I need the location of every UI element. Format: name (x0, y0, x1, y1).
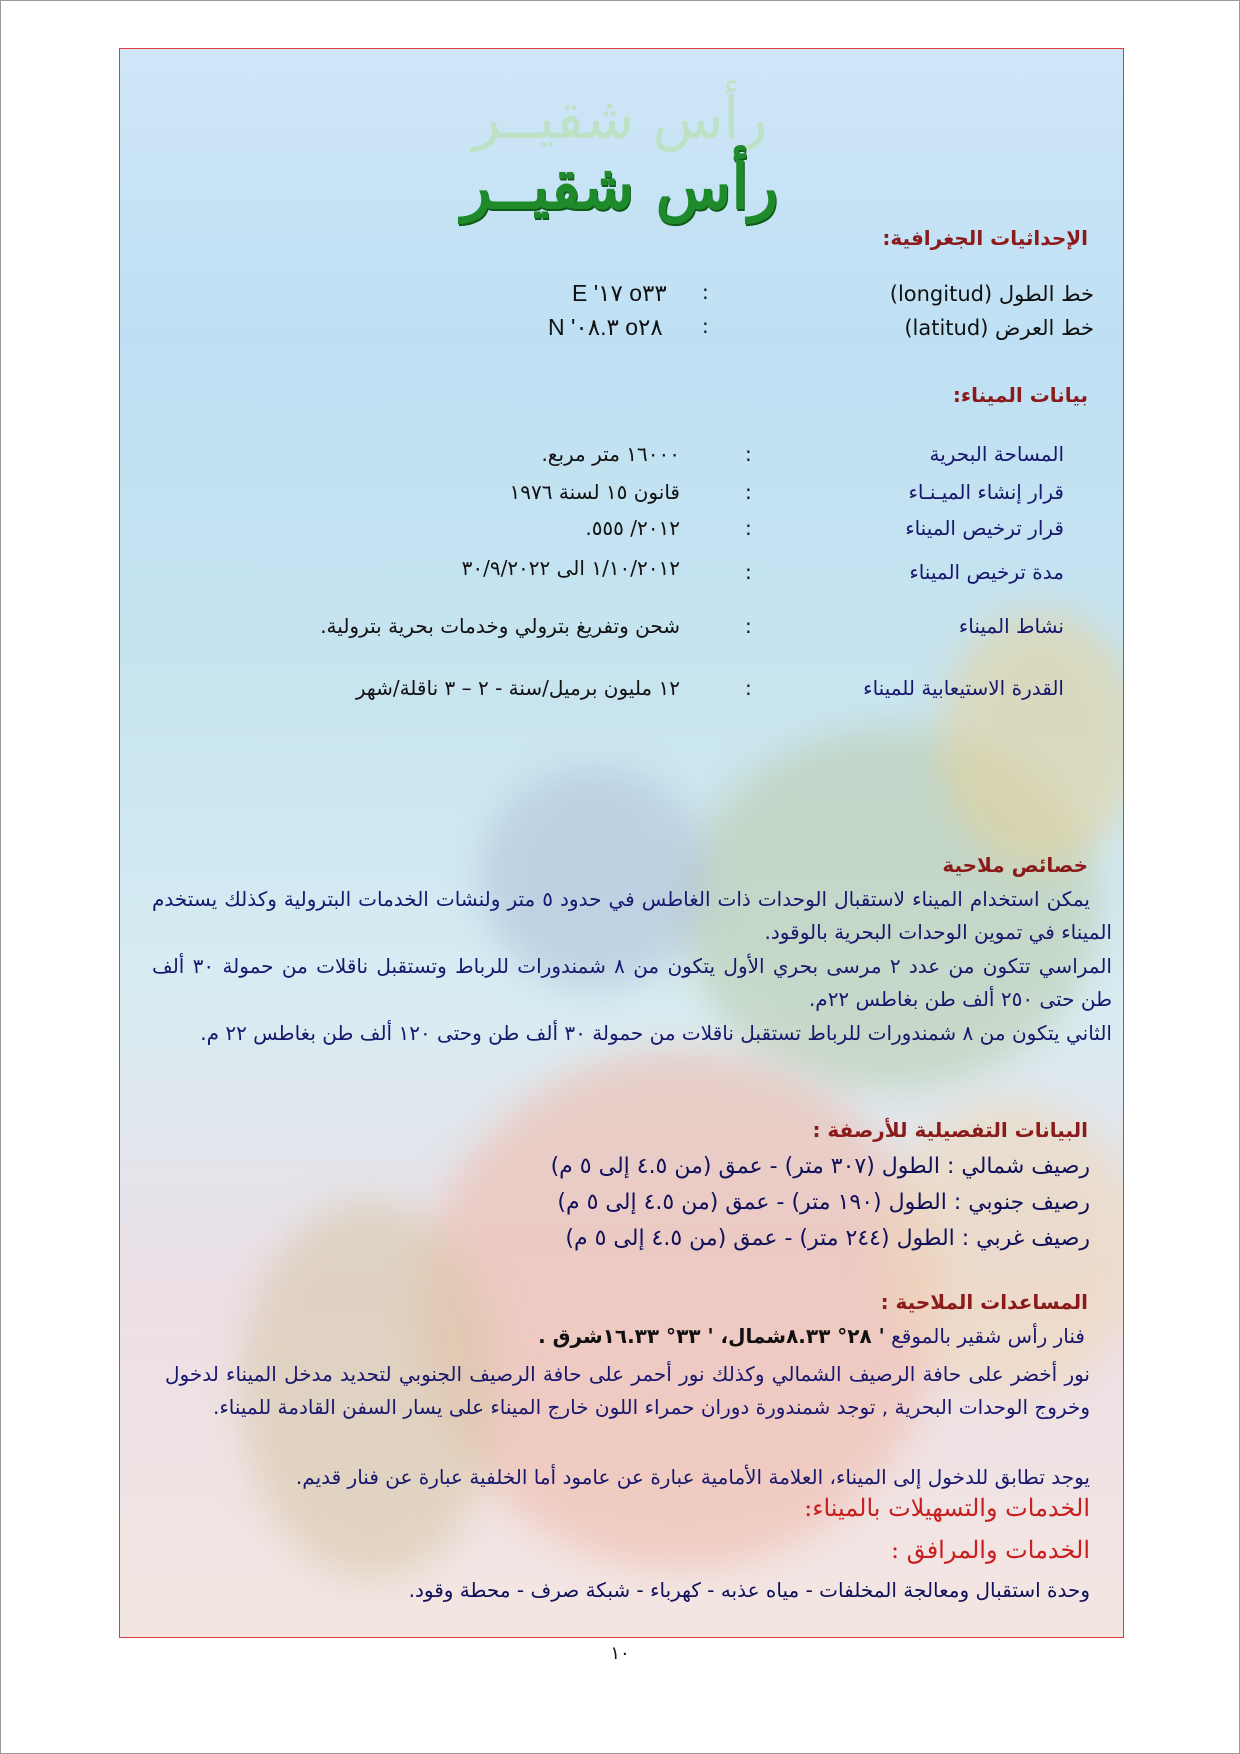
license-duration-label: مدة ترخيص الميناء (909, 560, 1064, 584)
lighthouse-text: فنار رأس شقير بالموقع (884, 1324, 1085, 1348)
berth-north: رصيف شمالي : الطول (٣٠٧ متر) - عمق (من ٤.٥ إلى ٥ م) (550, 1154, 1090, 1179)
latitude-label: خط العرض (latitud) (904, 316, 1094, 340)
longitude-colon: : (702, 280, 709, 304)
port-license-colon: : (745, 516, 752, 540)
facilities-heading: الخدمات والمرافق : (890, 1536, 1090, 1564)
port-data-heading: بيانات الميناء: (952, 383, 1088, 407)
port-establishment-value: قانون ١٥ لسنة ١٩٧٦ (509, 480, 680, 504)
port-activity-value: شحن وتفريغ بترولي وخدمات بحرية بترولية. (320, 614, 680, 638)
facilities-text: وحدة استقبال ومعالجة المخلفات - مياه عذبه - كهرباء - شبكة صرف - محطة وقود. (408, 1578, 1090, 1602)
page-title: رأس شقيــر (461, 150, 779, 223)
aids-paragraph-2: نور أخضر على حافة الرصيف الشمالي وكذلك نور أحمر على حافة الرصيف الجنوبي لتحديد مدخل الميناء لدخول وخروج الوحدات البحرية , توجد شمندورة دوران حمراء اللون خارج الميناء على يسار السفن القادمة للميناء. (165, 1362, 1090, 1419)
latitude-colon: : (702, 314, 709, 338)
page-number: ١٠ (610, 1643, 630, 1664)
coordinates-heading: الإحداثيات الجغرافية: (882, 226, 1088, 250)
port-activity-label: نشاط الميناء (958, 614, 1064, 638)
port-area-colon: : (745, 442, 752, 466)
port-establishment-label: قرار إنشاء الميـنـاء (908, 480, 1064, 504)
nautical-heading: خصائص ملاحية (942, 853, 1088, 877)
aids-heading: المساعدات الملاحية : (880, 1290, 1088, 1314)
berth-south: رصيف جنوبي : الطول (١٩٠ متر) - عمق (من ٤.٥ إلى ٥ م) (557, 1190, 1090, 1215)
port-establishment-colon: : (745, 480, 752, 504)
license-duration-colon: : (745, 560, 752, 584)
longitude-value: E '١٧ o٣٣ (572, 280, 667, 306)
title-shadow: رأس شقيــر (472, 84, 768, 152)
port-capacity-label: القدرة الاستيعابية للميناء (863, 676, 1064, 700)
berths-heading: البيانات التفصيلية للأرصفة : (812, 1118, 1088, 1142)
longitude-label: خط الطول (longitud) (889, 282, 1094, 306)
license-duration-value: ١/١٠/٢٠١٢ الى ٣٠/٩/٢٠٢٢ (461, 556, 680, 580)
latitude-value: N '٠٨.٣ o٢٨ (548, 314, 663, 340)
background-fish-yellow (940, 609, 1124, 869)
port-activity-colon: : (745, 614, 752, 638)
lighthouse-line (538, 1324, 1085, 1348)
port-capacity-value: ١٢ مليون برميل/سنة - ٢ – ٣ ناقلة/شهر (355, 676, 680, 700)
port-capacity-colon: : (745, 676, 752, 700)
services-heading: الخدمات والتسهيلات بالميناء: (804, 1494, 1090, 1522)
port-area-value: ١٦٠٠٠ متر مربع. (541, 442, 680, 466)
port-license-label: قرار ترخيص الميناء (905, 516, 1064, 540)
nautical-paragraph-3: الثاني يتكون من ٨ شمندورات للرباط تستقبل ناقلات من حمولة ٣٠ ألف طن وحتى ١٢٠ ألف طن بغاطس ٢٢ م. (200, 1021, 1112, 1045)
port-license-value: ٢٠١٢/ ٥٥٥. (585, 516, 680, 540)
port-area-label: المساحة البحرية (929, 442, 1064, 466)
nautical-paragraph-2: المراسي تتكون من عدد ٢ مرسى بحري الأول يتكون من ٨ شمندورات للرباط وتستقبل ناقلات من حمولة ٣٠ ألف طن حتى ٢٥٠ ألف طن بغاطس ٢٢م. (152, 954, 1112, 1011)
lighthouse-coordinates: ' ٢٨° ٨.٣٣شمال، ' ٣٣° ١٦.٣٣شرق . (538, 1324, 885, 1348)
berth-west: رصيف غربي : الطول (٢٤٤ متر) - عمق (من ٤.٥ إلى ٥ م) (565, 1226, 1090, 1251)
nautical-paragraph-1: يمكن استخدام الميناء لاستقبال الوحدات ذات الغاطس في حدود ٥ متر ولنشات الخدمات البترولية وكذلك يستخدم الميناء في تموين الوحدات البحرية بالوقود. (152, 887, 1112, 944)
aids-paragraph-3: يوجد تطابق للدخول إلى الميناء، العلامة الأمامية عبارة عن عامود أما الخلفية عبارة عن فنار قديم. (295, 1465, 1090, 1489)
